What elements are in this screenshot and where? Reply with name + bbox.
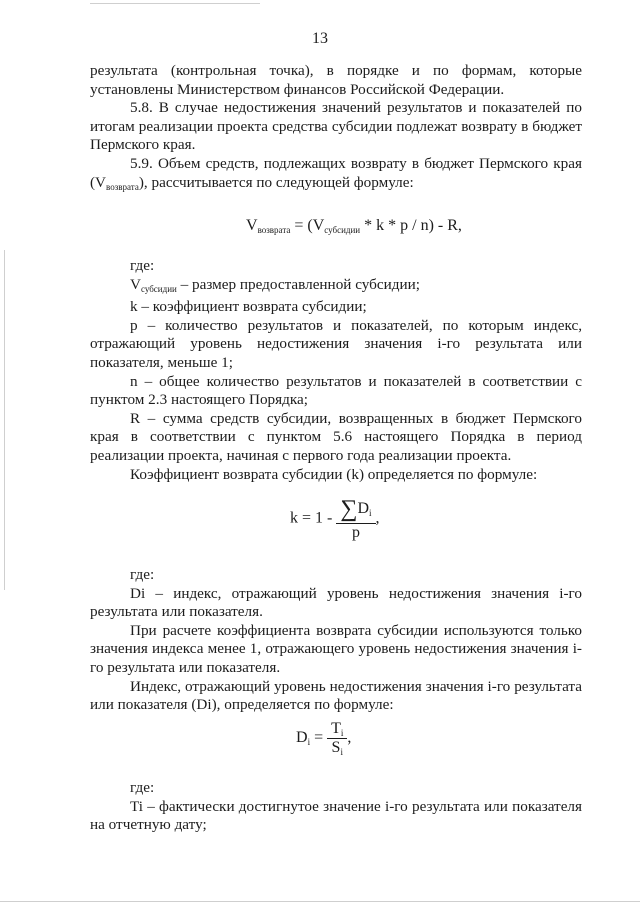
where-label-2: где: (130, 566, 155, 583)
definition-p: p – количество результатов и показателей, по которым индекс, отражающий уровень недостижения значения i-го результата или показателя, меньше 1; (90, 316, 582, 371)
definition-n: n – общее количество результатов и показателей в соответствии с пунктом 2.3 настоящего Порядка; (90, 372, 582, 409)
index-fraction: $\frac{T_i}{S_i}$ (327, 720, 347, 757)
calculation-note: При расчете коэффициента возврата субсидии используются только значения индекса менее 1, отражающего уровень недостижения значения i-го результата или показателя. (90, 621, 582, 676)
definition-r: R – сумма средств субсидии, возвращенных в бюджет Пермского края в соответствии с пунктом 5.6 настоящего Порядка в период реализации проекта, начиная с первого года реализации проекта. (90, 409, 582, 464)
index-intro: Индекс, отражающий уровень недостижения значения i-го результата или показателя (Di), определяется по формуле: (90, 677, 582, 714)
text-block-index (90, 566, 582, 715)
where-label-1: где: (130, 257, 155, 274)
paragraph-5-8: 5.8. В случае недостижения значений результатов и показателей по итогам реализации проекта средства субсидии подлежат возврату в бюджет Пермского края. (90, 99, 582, 154)
paragraph-5-9: 5.9. Объем средств, подлежащих возврату в бюджет Пермского края $(V_{возврата})$, рассчитывается по следующей формуле: (90, 154, 582, 192)
text-block-bottom (90, 779, 582, 835)
paragraph-continuation: результата (контрольная точка), в порядке и по формам, которые установлены Министерством финансов Российской Федерации. (90, 62, 582, 98)
scan-edge-bottom (0, 901, 640, 902)
where-label-3: где: (130, 779, 155, 796)
page-number: 13 (312, 30, 328, 47)
definition-v-subsidy: $V_{субсидии}$ – размер предоставленной субсидии; (130, 275, 420, 294)
formula-index: $D_i$ = $\frac{T_i}{S_i}$ , (296, 720, 352, 757)
definition-k: k – коэффициент возврата субсидии; (130, 298, 367, 316)
definition-ti: Ti – фактически достигнутое значение i-го результата или показателя на отчетную дату; (90, 797, 582, 834)
coefficient-intro: Коэффициент возврата субсидии (k) определяется по формуле: (130, 465, 538, 483)
formula-return-volume: $V_{возврата} = (V_{субсидии} * k * p / n) - R$, (246, 217, 462, 235)
coefficient-fraction: $\frac{\sum D_i}{p}$ (336, 496, 375, 542)
definition-di: Di – индекс, отражающий уровень недостижения значения i-го результата или показателя. (90, 584, 582, 621)
scan-edge-top (90, 3, 260, 4)
text-block-top (90, 62, 582, 196)
scan-edge-left (4, 250, 5, 590)
formula-coefficient: k = 1 - $\frac{\sum D_i}{p}$ , (290, 496, 380, 541)
text-block-definitions (90, 257, 582, 484)
